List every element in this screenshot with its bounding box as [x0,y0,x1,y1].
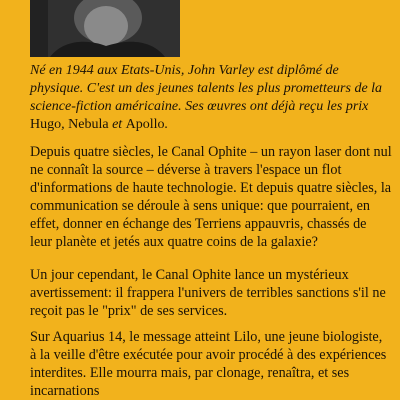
bio-and: et [108,117,126,132]
bio-text: Né en 1944 aux Etats-Unis, John Varley est diplômé de physique. C'est un des jeunes talents les plus prometteurs de la science-fiction américaine. Ses œuvres ont déjà reçu les prix [30,63,383,114]
bio-end: . [164,117,169,132]
synopsis-paragraph-3: Sur Aquarius 14, le message atteint Lilo, une jeune biologiste, à la veille d'être exécutée pour avoir procédé à des expériences interdites. Elle mourra mais, par clonage, renaîtra, et ses incarnations [30,329,387,399]
prize-hugo: Hugo [30,117,62,132]
author-photo [30,0,180,57]
author-bio [30,62,392,134]
prize-nebula: Nebula [68,117,109,132]
prize-apollo: Apollo [125,117,165,132]
synopsis-paragraph-2: Un jour cependant, le Canal Ophite lance un mystérieux avertissement: il frappera l'univers de terribles sanctions s'il ne reçoit pas le "prix" de ses services. [30,267,386,319]
synopsis-paragraph-1: Depuis quatre siècles, le Canal Ophite – un rayon laser dont nul ne connaît la source – déverse à travers l'espace un flot d'informations de haute technologie. Et depuis quatre siècles, la communication se déroule à sens unique: que pourraient, en effet, donner en échange des Terriens appauvris, chassés de leur planète et jetés aux quatre coins de la galaxie? [30,144,392,250]
bio-separator: , [61,117,69,132]
